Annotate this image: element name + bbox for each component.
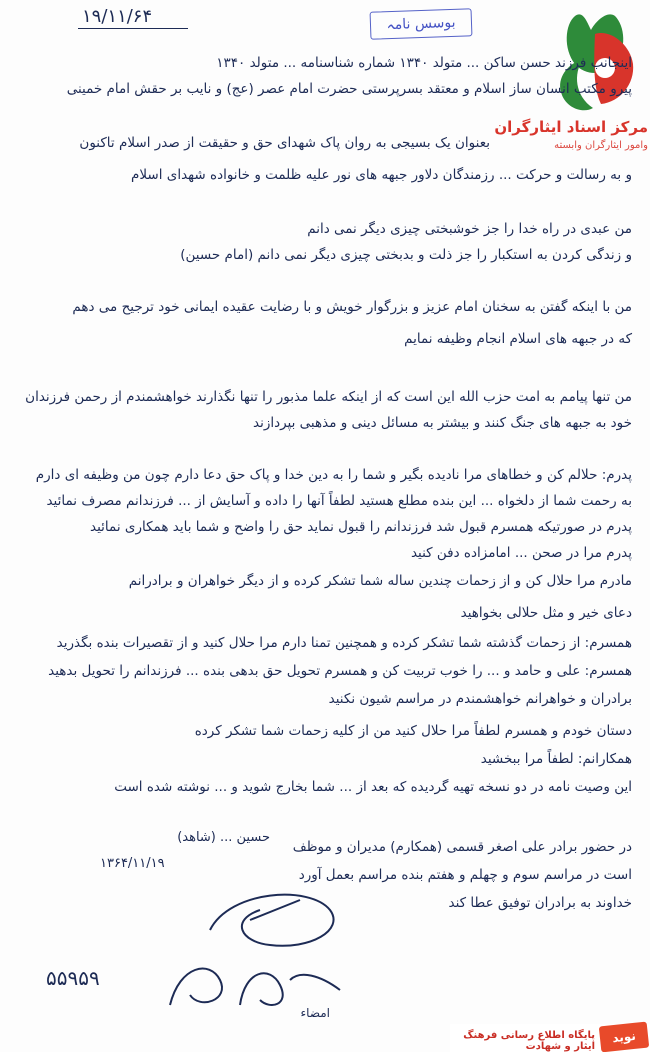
body-line: بعنوان یک بسیجی به روان پاک شهدای حق و حقیقت از صدر اسلام تاکنون — [79, 135, 490, 151]
date-underline — [78, 28, 188, 29]
body-line: به رحمت شما از دلخواه ... این بنده مطلع هستید لطفاً آنها را داده و آسایش از ... فرزندانم مصرف نمائید — [46, 493, 632, 509]
closing-line: خداوند به برادران توفیق عطا کند — [448, 895, 632, 911]
body-line: مادرم مرا حلال کن و از زحمات چندین ساله شما تشکر کرده و از دیگر خواهران و برادرانم — [128, 573, 632, 589]
body-line: خود به جبهه های جنگ کنند و بیشتر به مسائل دینی و مذهبی بپردازند — [252, 415, 632, 431]
body-line: اینجانب فرزند حسن ساکن ... متولد ۱۳۴۰ شماره شناسنامه ... متولد ۱۳۴۰ — [216, 55, 632, 71]
org-subtitle-1: وامور ایثارگران — [585, 140, 648, 151]
body-line: و به رسالت و حرکت ... رزمندگان دلاور جبهه های نور علیه ظلمت و خانواده شهدای اسلام — [131, 167, 632, 183]
footer-logo: نوید — [599, 1022, 649, 1052]
bottom-scribble: امضاء — [300, 1006, 330, 1020]
body-line: برادران و خواهرانم خواهشمندم در مراسم شیون نکنید — [328, 691, 632, 707]
bottom-number: ۵۵۹۵۹ — [46, 966, 100, 990]
org-subtitle — [500, 140, 648, 151]
body-line: من عبدی در راه خدا را جز خوشبختی چیزی دیگر نمی دانم — [307, 221, 632, 237]
body-line: پدرم در صورتیکه همسرم قبول شد فرزندانم را قبول نماید حق را واضح و شما باید همکاری نمائید — [90, 519, 632, 535]
body-line: پیرو مکتب انسان ساز اسلام و معتقد بسرپرستی حضرت امام عصر (عج) و نایب بر حقش امام خمینی — [66, 81, 632, 97]
closing-line: در حضور برادر علی اصغر قسمی (همکارم) مدیران و موظف — [292, 839, 632, 855]
body-line: این وصیت نامه در دو نسخه تهیه گردیده که بعد از ... شما بخارج شوید و ... نوشته شده است — [114, 779, 632, 795]
body-line: و زندگی کردن به استکبار را جز ذلت و بدبختی چیزی دیگر نمی دانم (امام حسین) — [180, 247, 632, 263]
body-line: پدرم: حلالم کن و خطاهای مرا نادیده بگیر و شما را به دین خدا و پاک حق دعا دارم چون من وظیفه ای دارم — [35, 467, 632, 483]
body-line: دستان خودم و همسرم لطفاً مرا حلال کنید من از کلیه زحمات شما تشکر کرده — [194, 723, 632, 739]
body-line: دعای خیر و مثل حلالی بخواهید — [460, 605, 632, 621]
org-name: مرکز اسناد ایثارگران — [494, 118, 648, 136]
signature-scribble-icon — [190, 880, 350, 960]
footer-text: پایگاه اطلاع رسانی فرهنگ ایثار و شهادت — [463, 1030, 595, 1052]
body-line: همکارانم: لطفاً مرا ببخشید — [480, 751, 632, 767]
body-line: همسرم: علی و حامد و ... را خوب تربیت کن و همسرم تحویل حق بدهی بنده ... فرزندانم را تحویل بدهید — [48, 663, 632, 679]
witness-date: ۱۳۶۴/۱۱/۱۹ — [100, 856, 165, 871]
body-line: که در جبهه های اسلام انجام وظیفه نمایم — [404, 331, 632, 347]
body-line: من با اینکه گفتن به سخنان امام عزیز و بزرگوار خویش و با رضایت عقیده ایمانی خود ترجیح می دهم — [72, 299, 632, 315]
top-stamp: بوسس نامہ — [370, 8, 473, 40]
body-line: پدرم مرا در صحن ... امامزاده دفن کنید — [410, 545, 632, 561]
body-line: من تنها پیامم به امت حزب الله این است که از اینکه علما مذبور را تنها نگذارند خواهشمندم از رحمن فرزندان — [25, 389, 632, 405]
body-line: همسرم: از زحمات گذشته شما تشکر کرده و همچنین تمنا دارم مرا حلال کنید و از تقصیرات بنده بگذرید — [56, 635, 632, 651]
witness-signature: حسین ... (شاهد) — [177, 830, 270, 845]
document-date: ۱۹/۱۱/۶۴ — [82, 6, 153, 27]
org-subtitle-2: وابسته — [554, 140, 582, 151]
closing-line: است در مراسم سوم و چهلم و هفتم بنده مراسم بعمل آورد — [298, 867, 632, 883]
